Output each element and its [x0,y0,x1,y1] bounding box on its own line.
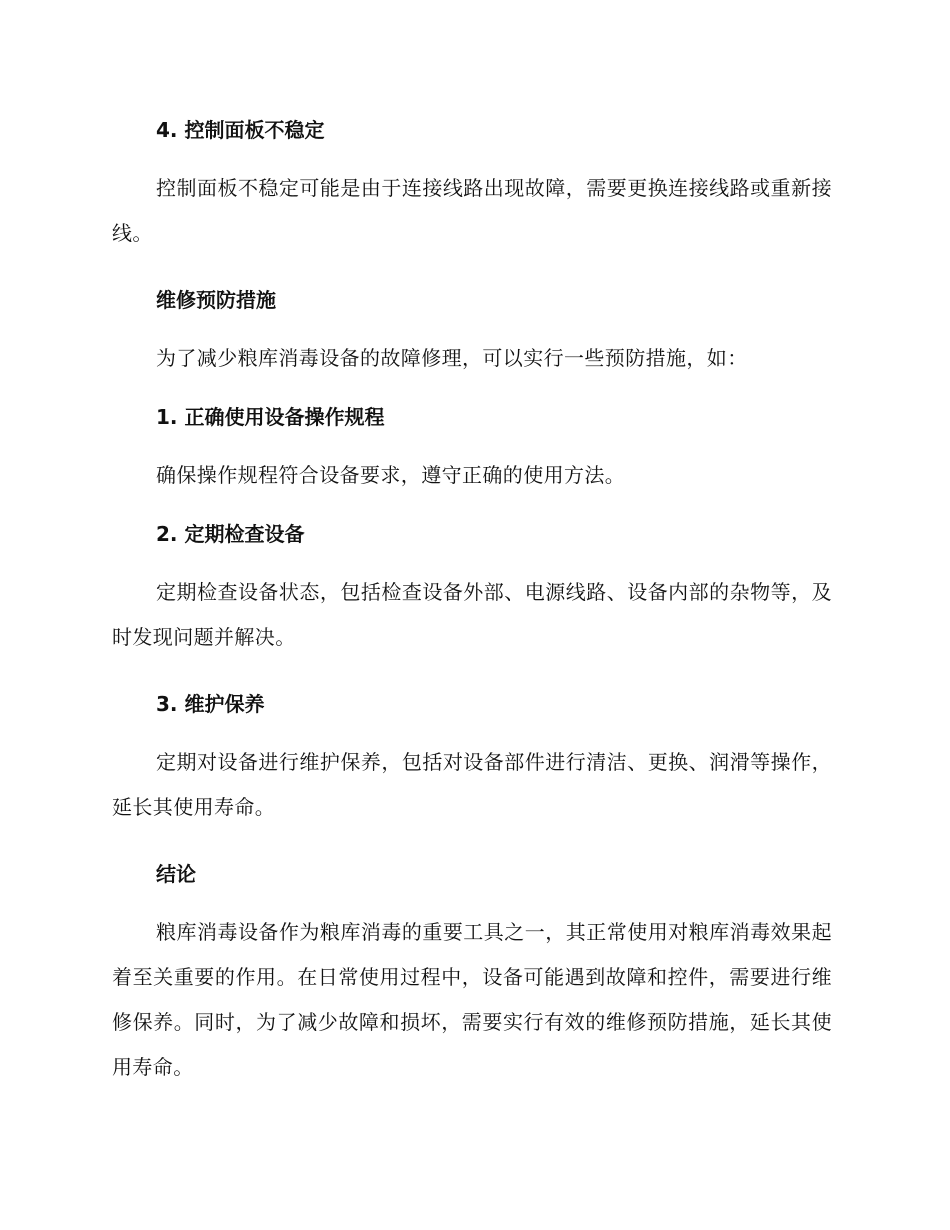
paragraph-conclusion: 粮库消毒设备作为粮库消毒的重要工具之一，其正常使用对粮库消毒效果起着至关重要的作用。在日常使用过程中，设备可能遇到故障和控件，需要进行维修保养。同时，为了减少故障和损坏，需要实行有效的维修预防措施，延长其使用寿命。 [112,920,832,1079]
section-heading-item-2: 2. 定期检查设备 [156,522,305,546]
paragraph-prevention-intro: 为了减少粮库消毒设备的故障修理，可以实行一些预防措施，如： [156,346,748,370]
section-heading-conclusion: 结论 [156,862,196,886]
paragraph-item-1: 确保操作规程符合设备要求，遵守正确的使用方法。 [156,463,626,487]
section-heading-prevention: 维修预防措施 [156,288,276,312]
section-heading-item-3: 3. 维护保养 [156,692,265,716]
paragraph-control-panel: 控制面板不稳定可能是由于连接线路出现故障，需要更换连接线路或重新接线。 [112,176,832,245]
paragraph-item-2: 定期检查设备状态，包括检查设备外部、电源线路、设备内部的杂物等，及时发现问题并解决。 [112,580,832,649]
section-heading-item-1: 1. 正确使用设备操作规程 [156,405,385,429]
paragraph-item-3: 定期对设备进行维护保养，包括对设备部件进行清洁、更换、润滑等操作，延长其使用寿命。 [112,750,832,819]
section-heading-control-panel: 4. 控制面板不稳定 [156,118,325,142]
document-body [112,108,832,1090]
